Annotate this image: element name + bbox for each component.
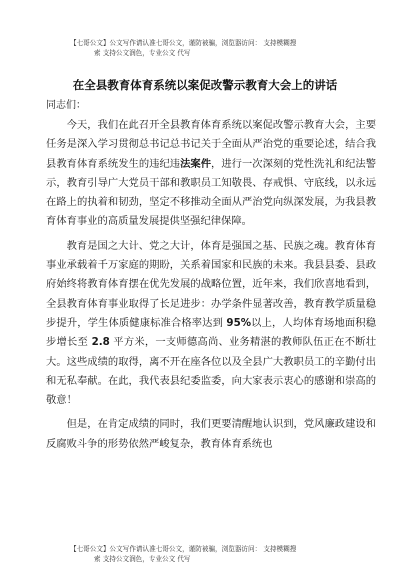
- document-body: [46, 116, 376, 459]
- salutation: 同志们：: [46, 100, 86, 111]
- paragraph-text: ，进行一次深刻的党性洗礼和纪法警示，教育引导广大党员干部和教职员工知敬畏、存戒惧、守底线，以永远在路上的执着和韧劲，坚定不移推动全面从严治党向纵深发展，为我县教育体育事业的高质量发展提供坚强纪律保障。: [46, 157, 377, 228]
- paragraph-text: 今天，我们在此召开全县教育体育系统以案促改警示教育大会，主要任务是深入学习贯彻总书记总书记关于全面从严治党的重要论述，结合我县教育体育系统发生的违纪违: [46, 119, 376, 170]
- paragraph-text: 以上，人均体育场地面积稳步增长至: [46, 316, 377, 349]
- banner-line-1: 【七哥公文】公文写作请认准七哥公文，谨防被骗，浏览器访问： 支持模糊搜: [70, 39, 297, 47]
- body-paragraph: [46, 415, 376, 454]
- paragraph-text: 平方米，一支师德高尚、业务精湛的教师队伍正在不断壮大。这些成绩的取得，离不开在座各位以及全县广大教职员工的辛勤付出和无私奉献。在此，我代表县纪委监委，向大家表示衷心的感谢和崇高的敬意！: [46, 336, 376, 407]
- footer-banner: [70, 544, 370, 564]
- paragraph-text: 但是，在肯定成绩的同时，我们更要清醒地认识到，党风廉政建设和反腐败斗争的形势依然严峻复杂，教育体育系统也: [46, 418, 376, 450]
- emphasized-text: 2.8: [91, 336, 110, 349]
- banner-line-2: 索 支持公文润色，专业公文 代写: [94, 49, 191, 57]
- paragraph-text: 教育是国之大计、党之大计，体育是强国之基、民族之魂。教育体育事业承载着千万家庭的期盼，关系着国家和民族的未来。我县县委、县政府始终将教育体育摆在优先发展的战略位置，近年来，我们欣喜地看到，全县教育体育事业取得了长足进步：办学条件显著改善，教育教学质量稳步提升，学生体质健康标准合格率达到: [46, 239, 376, 329]
- emphasized-text: 95%: [226, 316, 252, 329]
- footer-banner-line-2: 索 支持公文润色，专业公文 代写: [94, 555, 191, 563]
- body-paragraph: [46, 116, 376, 232]
- body-paragraph: [46, 237, 376, 411]
- header-banner: [70, 38, 370, 58]
- document-title: 在全县教育体育系统以案促改警示教育大会上的讲话: [72, 78, 338, 92]
- emphasized-text: 法案件: [180, 157, 212, 170]
- footer-banner-line-1: 【七哥公文】公文写作请认准七哥公文，谨防被骗，浏览器访问： 支持模糊搜: [70, 545, 297, 553]
